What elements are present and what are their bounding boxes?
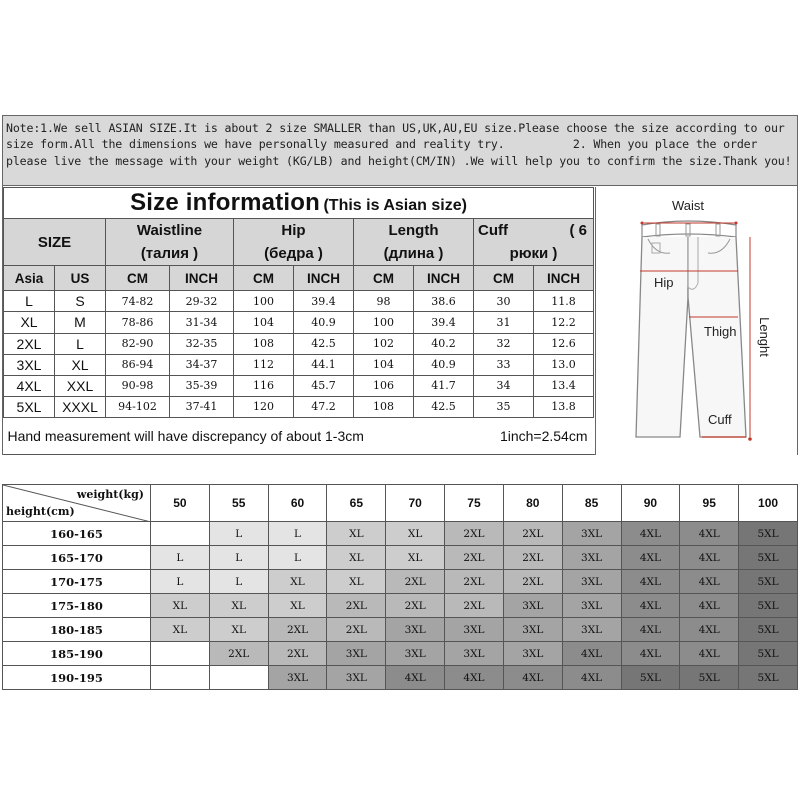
size-cell: 30 bbox=[474, 291, 534, 312]
size-table-title-cell bbox=[4, 188, 594, 219]
recommended-size-cell bbox=[151, 642, 210, 666]
size-row bbox=[4, 291, 594, 312]
recommended-size-cell: L bbox=[151, 570, 210, 594]
recommended-size-cell: 3XL bbox=[562, 618, 621, 642]
size-cell: 12.2 bbox=[534, 312, 594, 333]
recommended-size-cell: 2XL bbox=[445, 546, 504, 570]
size-cell: 13.8 bbox=[534, 396, 594, 417]
size-row bbox=[4, 396, 594, 417]
size-cell: 102 bbox=[354, 333, 414, 354]
recommended-size-cell: 2XL bbox=[503, 570, 562, 594]
recommended-size-cell: 5XL bbox=[739, 522, 798, 546]
weight-header-cell: 100 bbox=[739, 485, 798, 522]
size-cell: 78-86 bbox=[106, 312, 170, 333]
size-table-title-note: (This is Asian size) bbox=[323, 197, 467, 214]
recommended-size-cell: XL bbox=[327, 546, 386, 570]
recommended-size-cell: 3XL bbox=[386, 642, 445, 666]
unit-header-cell: Asia bbox=[4, 266, 55, 291]
size-cell: 2XL bbox=[4, 333, 55, 354]
recommended-size-cell: 4XL bbox=[503, 666, 562, 690]
size-cell: 38.6 bbox=[414, 291, 474, 312]
weight-header-cell: 65 bbox=[327, 485, 386, 522]
size-cell: 39.4 bbox=[294, 291, 354, 312]
length-header: Length (длина ) bbox=[354, 219, 474, 266]
unit-header-cell: US bbox=[55, 266, 106, 291]
height-range-cell: 160-165 bbox=[3, 522, 151, 546]
size-cell: 11.8 bbox=[534, 291, 594, 312]
height-range-cell: 185-190 bbox=[3, 642, 151, 666]
recommended-size-cell: 4XL bbox=[680, 546, 739, 570]
recommended-size-cell: 4XL bbox=[621, 570, 680, 594]
recommended-size-cell: 4XL bbox=[680, 642, 739, 666]
size-cell: 35 bbox=[474, 396, 534, 417]
height-range-cell: 165-170 bbox=[3, 546, 151, 570]
size-cell: XXL bbox=[55, 375, 106, 396]
recommended-size-cell: 2XL bbox=[445, 522, 504, 546]
height-range-cell: 175-180 bbox=[3, 594, 151, 618]
size-cell: 32-35 bbox=[170, 333, 234, 354]
size-cell: 35-39 bbox=[170, 375, 234, 396]
size-cell: 34-37 bbox=[170, 354, 234, 375]
chart-corner-cell bbox=[3, 485, 151, 522]
size-cell: 41.7 bbox=[414, 375, 474, 396]
size-cell: 108 bbox=[234, 333, 294, 354]
weight-axis-label: weight(kg) bbox=[76, 488, 144, 501]
height-row bbox=[3, 618, 798, 642]
size-cell: 29-32 bbox=[170, 291, 234, 312]
waist-dot-left bbox=[641, 222, 644, 225]
recommended-size-cell: 3XL bbox=[327, 666, 386, 690]
height-row bbox=[3, 666, 798, 690]
recommended-size-cell: XL bbox=[151, 594, 210, 618]
recommended-size-cell: L bbox=[268, 546, 327, 570]
recommended-size-cell: 5XL bbox=[739, 642, 798, 666]
recommended-size-cell: 3XL bbox=[562, 522, 621, 546]
size-header: SIZE bbox=[4, 219, 106, 266]
recommended-size-cell: 2XL bbox=[327, 618, 386, 642]
height-row bbox=[3, 570, 798, 594]
recommended-size-cell: 2XL bbox=[386, 570, 445, 594]
recommended-size-cell: 3XL bbox=[503, 642, 562, 666]
unit-header-cell: INCH bbox=[170, 266, 234, 291]
recommended-size-cell: 2XL bbox=[209, 642, 268, 666]
size-note: Note:1.We sell ASIAN SIZE.It is about 2 size SMALLER than US,UK,AU,EU size.Please choose the size according to our size form.All the dimensions we have personally measured and reality try. 2. When you place the order please live the message with your weight (KG/LB) and height(CM/IN) .We will help you to confirm the size.Thank you! bbox=[3, 116, 797, 186]
size-cell: 5XL bbox=[4, 396, 55, 417]
hip-label: Hip bbox=[654, 275, 674, 290]
recommended-size-cell: 3XL bbox=[386, 618, 445, 642]
weight-header-cell: 90 bbox=[621, 485, 680, 522]
size-cell: 12.6 bbox=[534, 333, 594, 354]
unit-header-cell: CM bbox=[354, 266, 414, 291]
size-cell: 42.5 bbox=[294, 333, 354, 354]
recommended-size-cell: L bbox=[151, 546, 210, 570]
pants-diagram-svg bbox=[596, 187, 798, 455]
size-cell: 31 bbox=[474, 312, 534, 333]
size-information-panel bbox=[2, 115, 798, 455]
recommended-size-cell: 5XL bbox=[739, 570, 798, 594]
size-cell: XXXL bbox=[55, 396, 106, 417]
recommended-size-cell: 5XL bbox=[739, 594, 798, 618]
weight-height-rows bbox=[3, 522, 798, 690]
size-table bbox=[3, 187, 594, 455]
recommended-size-cell: 4XL bbox=[621, 546, 680, 570]
height-row bbox=[3, 546, 798, 570]
recommended-size-cell: 3XL bbox=[445, 642, 504, 666]
recommended-size-cell: 3XL bbox=[562, 594, 621, 618]
size-cell: 47.2 bbox=[294, 396, 354, 417]
size-cell: XL bbox=[4, 312, 55, 333]
size-cell: 74-82 bbox=[106, 291, 170, 312]
size-cell: 90-98 bbox=[106, 375, 170, 396]
height-row bbox=[3, 594, 798, 618]
size-cell: 13.0 bbox=[534, 354, 594, 375]
recommended-size-cell: 4XL bbox=[680, 618, 739, 642]
size-row bbox=[4, 333, 594, 354]
recommended-size-cell: XL bbox=[386, 522, 445, 546]
size-cell: 40.2 bbox=[414, 333, 474, 354]
unit-header-row bbox=[4, 266, 594, 291]
height-row bbox=[3, 642, 798, 666]
size-cell: 94-102 bbox=[106, 396, 170, 417]
recommended-size-cell: 4XL bbox=[621, 618, 680, 642]
size-cell: 106 bbox=[354, 375, 414, 396]
unit-header-cell: INCH bbox=[414, 266, 474, 291]
recommended-size-cell: 5XL bbox=[739, 666, 798, 690]
size-cell: 44.1 bbox=[294, 354, 354, 375]
size-cell: 13.4 bbox=[534, 375, 594, 396]
recommended-size-cell: 2XL bbox=[503, 546, 562, 570]
recommended-size-cell: 4XL bbox=[680, 522, 739, 546]
waist-label: Waist bbox=[671, 198, 705, 213]
weight-header-row bbox=[3, 485, 798, 522]
recommended-size-cell: 2XL bbox=[268, 618, 327, 642]
recommended-size-cell: XL bbox=[209, 594, 268, 618]
size-cell: 40.9 bbox=[294, 312, 354, 333]
recommended-size-cell: XL bbox=[386, 546, 445, 570]
size-cell: 116 bbox=[234, 375, 294, 396]
size-cell: 82-90 bbox=[106, 333, 170, 354]
recommended-size-cell: 4XL bbox=[445, 666, 504, 690]
recommended-size-cell bbox=[151, 666, 210, 690]
recommended-size-cell: XL bbox=[268, 594, 327, 618]
recommended-size-cell: 5XL bbox=[621, 666, 680, 690]
size-cell: 120 bbox=[234, 396, 294, 417]
recommended-size-cell: 3XL bbox=[503, 618, 562, 642]
recommended-size-cell bbox=[151, 522, 210, 546]
recommended-size-cell: L bbox=[209, 570, 268, 594]
size-cell: 42.5 bbox=[414, 396, 474, 417]
recommended-size-cell: 2XL bbox=[327, 594, 386, 618]
recommended-size-cell: 3XL bbox=[562, 546, 621, 570]
size-cell: 104 bbox=[354, 354, 414, 375]
recommended-size-cell: 5XL bbox=[680, 666, 739, 690]
recommended-size-cell: 3XL bbox=[445, 618, 504, 642]
weight-header-cell: 85 bbox=[562, 485, 621, 522]
pants-measurement-diagram bbox=[595, 187, 797, 455]
recommended-size-cell: XL bbox=[151, 618, 210, 642]
weight-header-cell: 60 bbox=[268, 485, 327, 522]
size-cell: L bbox=[4, 291, 55, 312]
measurement-footnote: Hand measurement will have discrepancy of about 1-3cm bbox=[7, 427, 364, 444]
size-cell: 37-41 bbox=[170, 396, 234, 417]
weight-header-cell: 70 bbox=[386, 485, 445, 522]
recommended-size-cell bbox=[209, 666, 268, 690]
recommended-size-cell: 2XL bbox=[268, 642, 327, 666]
recommended-size-cell: XL bbox=[209, 618, 268, 642]
size-cell: M bbox=[55, 312, 106, 333]
recommended-size-cell: 4XL bbox=[680, 594, 739, 618]
recommended-size-cell: 3XL bbox=[327, 642, 386, 666]
weight-height-chart bbox=[2, 484, 798, 690]
size-cell: 45.7 bbox=[294, 375, 354, 396]
size-cell: 34 bbox=[474, 375, 534, 396]
waist-dot-right bbox=[735, 222, 738, 225]
cuff-header: Cuff ( 6 рюки ) bbox=[474, 219, 594, 266]
recommended-size-cell: 4XL bbox=[621, 594, 680, 618]
size-cell: 108 bbox=[354, 396, 414, 417]
height-row bbox=[3, 522, 798, 546]
recommended-size-cell: 4XL bbox=[562, 642, 621, 666]
size-cell: S bbox=[55, 291, 106, 312]
size-cell: 40.9 bbox=[414, 354, 474, 375]
size-row bbox=[4, 375, 594, 396]
recommended-size-cell: XL bbox=[327, 570, 386, 594]
recommended-size-cell: XL bbox=[327, 522, 386, 546]
length-label: Lenght bbox=[757, 317, 772, 357]
size-cell: 112 bbox=[234, 354, 294, 375]
size-row bbox=[4, 354, 594, 375]
size-cell: 33 bbox=[474, 354, 534, 375]
recommended-size-cell: 3XL bbox=[503, 594, 562, 618]
size-cell: 100 bbox=[354, 312, 414, 333]
recommended-size-cell: L bbox=[209, 522, 268, 546]
size-cell: 3XL bbox=[4, 354, 55, 375]
recommended-size-cell: 3XL bbox=[562, 570, 621, 594]
unit-header-cell: CM bbox=[474, 266, 534, 291]
size-cell: 31-34 bbox=[170, 312, 234, 333]
recommended-size-cell: 2XL bbox=[445, 570, 504, 594]
cuff-label: Cuff bbox=[708, 412, 732, 427]
thigh-label: Thigh bbox=[704, 324, 737, 339]
size-cell: 86-94 bbox=[106, 354, 170, 375]
recommended-size-cell: 5XL bbox=[739, 546, 798, 570]
size-cell: 104 bbox=[234, 312, 294, 333]
left-leg-shape bbox=[636, 237, 688, 437]
size-rows bbox=[4, 291, 594, 417]
size-cell: XL bbox=[55, 354, 106, 375]
recommended-size-cell: L bbox=[209, 546, 268, 570]
size-cell: 100 bbox=[234, 291, 294, 312]
weight-header-cell: 75 bbox=[445, 485, 504, 522]
height-range-cell: 170-175 bbox=[3, 570, 151, 594]
length-dot bbox=[748, 437, 752, 441]
size-cell: 98 bbox=[354, 291, 414, 312]
weight-header-cell: 95 bbox=[680, 485, 739, 522]
inch-conversion: 1inch=2.54cm bbox=[499, 427, 588, 444]
recommended-size-cell: 5XL bbox=[739, 618, 798, 642]
unit-header-cell: CM bbox=[234, 266, 294, 291]
recommended-size-cell: 4XL bbox=[680, 570, 739, 594]
height-axis-label: height(cm) bbox=[6, 505, 75, 518]
weight-header-cell: 55 bbox=[209, 485, 268, 522]
unit-header-cell: CM bbox=[106, 266, 170, 291]
recommended-size-cell: 4XL bbox=[562, 666, 621, 690]
size-cell: 32 bbox=[474, 333, 534, 354]
recommended-size-cell: 2XL bbox=[503, 522, 562, 546]
recommended-size-cell: 4XL bbox=[621, 642, 680, 666]
hip-header: Hip (бедра ) bbox=[234, 219, 354, 266]
recommended-size-cell: XL bbox=[268, 570, 327, 594]
size-row bbox=[4, 312, 594, 333]
size-table-footer bbox=[4, 417, 594, 454]
size-cell: L bbox=[55, 333, 106, 354]
recommended-size-cell: 4XL bbox=[621, 522, 680, 546]
recommended-size-cell: 2XL bbox=[386, 594, 445, 618]
recommended-size-cell: 4XL bbox=[386, 666, 445, 690]
unit-header-cell: INCH bbox=[534, 266, 594, 291]
recommended-size-cell: 2XL bbox=[445, 594, 504, 618]
weight-header-cell: 80 bbox=[503, 485, 562, 522]
waistline-header: Waistline (талия ) bbox=[106, 219, 234, 266]
recommended-size-cell: 3XL bbox=[268, 666, 327, 690]
height-range-cell: 180-185 bbox=[3, 618, 151, 642]
unit-header-cell: INCH bbox=[294, 266, 354, 291]
recommended-size-cell: L bbox=[268, 522, 327, 546]
height-range-cell: 190-195 bbox=[3, 666, 151, 690]
size-table-title: Size information bbox=[130, 189, 320, 216]
weight-header-cell: 50 bbox=[151, 485, 210, 522]
size-cell: 4XL bbox=[4, 375, 55, 396]
size-cell: 39.4 bbox=[414, 312, 474, 333]
